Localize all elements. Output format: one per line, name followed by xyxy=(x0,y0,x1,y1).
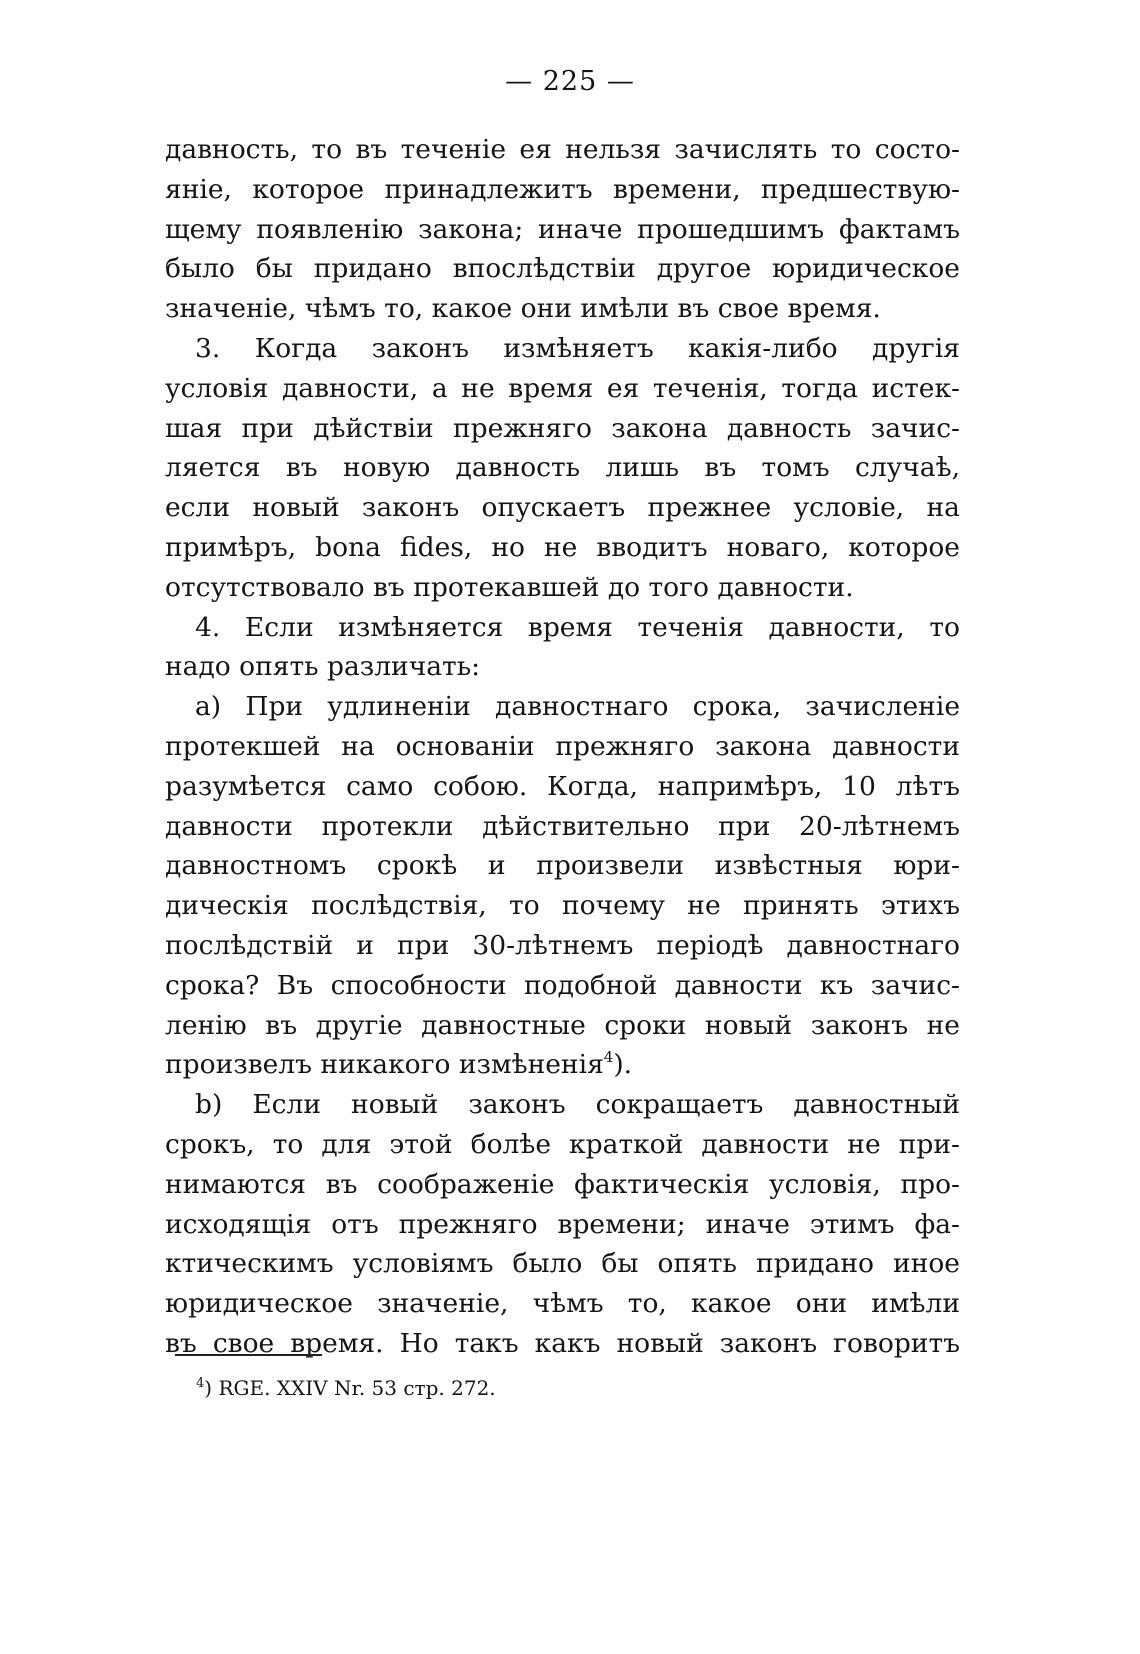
text-line xyxy=(165,1085,960,1125)
text-line-content: ктическимъ условіямъ было бы опять придано иное xyxy=(165,1248,960,1280)
text-line-content: срокъ, то для этой болѣе краткой давности не при- xyxy=(165,1128,960,1160)
text-line xyxy=(165,886,960,926)
text-line-content: 3. Когда законъ измѣняетъ какія-либо другія xyxy=(195,332,960,364)
text-line xyxy=(165,409,960,449)
page-number: — 225 — xyxy=(505,66,635,97)
text-line xyxy=(165,727,960,767)
text-line xyxy=(165,926,960,966)
text-line-content: b) Если новый законъ сокращаетъ давностный xyxy=(195,1089,960,1121)
text-line-content: щему появленію закона; иначе прошедшимъ фактамъ xyxy=(165,213,960,245)
text-line xyxy=(165,807,960,847)
text-line-content: разумѣется само собою. Когда, напримѣръ, 10 лѣтъ xyxy=(165,770,960,802)
text-line-content: срока? Въ способности подобной давности къ зачис- xyxy=(165,969,960,1001)
footnote-divider xyxy=(175,1354,322,1356)
text-line-content: протекшей на основаніи прежняго закона давности xyxy=(165,730,960,762)
text-line-content: надо опять различать: xyxy=(165,651,481,683)
text-line xyxy=(165,249,960,289)
text-line xyxy=(165,1045,960,1085)
text-line-content: давности протекли дѣйствительно при 20-лѣтнемъ xyxy=(165,810,960,842)
text-line-content: давностномъ срокѣ и произвели извѣстныя юри- xyxy=(165,850,960,882)
text-line xyxy=(165,1244,960,1284)
text-line-content: было бы придано впослѣдствіи другое юридическое xyxy=(165,253,960,285)
text-line-content: послѣдствій и при 30-лѣтнемъ періодѣ давностнаго xyxy=(165,929,960,961)
text-line xyxy=(165,1205,960,1245)
text-line-content: ляется въ новую давность лишь въ томъ случаѣ, xyxy=(165,452,960,484)
footnote xyxy=(196,1374,496,1402)
text-line xyxy=(165,448,960,488)
text-line-content: условія давности, а не время ея теченія, тогда истек- xyxy=(165,372,960,404)
text-line-content: a) При удлиненіи давностнаго срока, зачисленіе xyxy=(195,691,960,723)
text-line xyxy=(165,528,960,568)
text-line-content: ленію въ другіе давностные сроки новый законъ не xyxy=(165,1009,960,1041)
text-line-content: примѣръ, bona fides, но не вводитъ новаго, которое xyxy=(165,531,960,563)
text-line-content: давность, то въ теченіе ея нельзя зачислять то состо- xyxy=(165,134,960,165)
text-line xyxy=(165,369,960,409)
text-line xyxy=(165,210,960,250)
text-line-content: нимаются въ соображеніе фактическія условія, про- xyxy=(165,1168,960,1200)
text-line xyxy=(165,1006,960,1046)
text-line xyxy=(165,568,960,608)
footnote-reference: 4 xyxy=(603,1048,614,1067)
text-line xyxy=(165,966,960,1006)
text-line xyxy=(165,130,960,170)
text-line-content: отсутствовало въ протекавшей до того давности. xyxy=(165,571,854,603)
text-line-tail: ). xyxy=(613,1049,633,1081)
text-line xyxy=(165,1125,960,1165)
text-line xyxy=(165,1324,960,1364)
text-line xyxy=(165,647,960,687)
text-line-content: яніе, которое принадлежитъ времени, предшествую- xyxy=(165,173,960,205)
text-line-content: исходящія отъ прежняго времени; иначе этимъ фа- xyxy=(165,1208,960,1240)
text-line-content: значеніе, чѣмъ то, какое они имѣли въ свое время. xyxy=(165,293,881,325)
body-text xyxy=(165,130,960,1364)
text-line xyxy=(165,767,960,807)
text-line-content: шая при дѣйствіи прежняго закона давность зачис- xyxy=(165,412,960,444)
text-line xyxy=(165,1284,960,1324)
footnote-marker: 4 xyxy=(196,1376,205,1391)
text-line xyxy=(165,488,960,528)
text-line xyxy=(165,687,960,727)
text-line xyxy=(165,1165,960,1205)
text-line-content: въ свое время. Но такъ какъ новый законъ говоритъ xyxy=(165,1327,960,1359)
text-line xyxy=(165,608,960,648)
text-line-content: если новый законъ опускаетъ прежнее условіе, на xyxy=(165,492,960,524)
text-line xyxy=(165,289,960,329)
text-line-content: произвелъ никакого измѣненія xyxy=(165,1049,604,1081)
text-line-content: 4. Если измѣняется время теченія давности, то xyxy=(195,611,960,643)
text-line xyxy=(165,329,960,369)
text-line-content: юридическое значеніе, чѣмъ то, какое они имѣли xyxy=(165,1288,960,1320)
text-line xyxy=(165,170,960,210)
text-line xyxy=(165,846,960,886)
footnote-text: ) RGE. XXIV Nr. 53 стр. 272. xyxy=(204,1376,496,1400)
text-line-content: дическія послѣдствія, то почему не принять этихъ xyxy=(165,890,960,922)
